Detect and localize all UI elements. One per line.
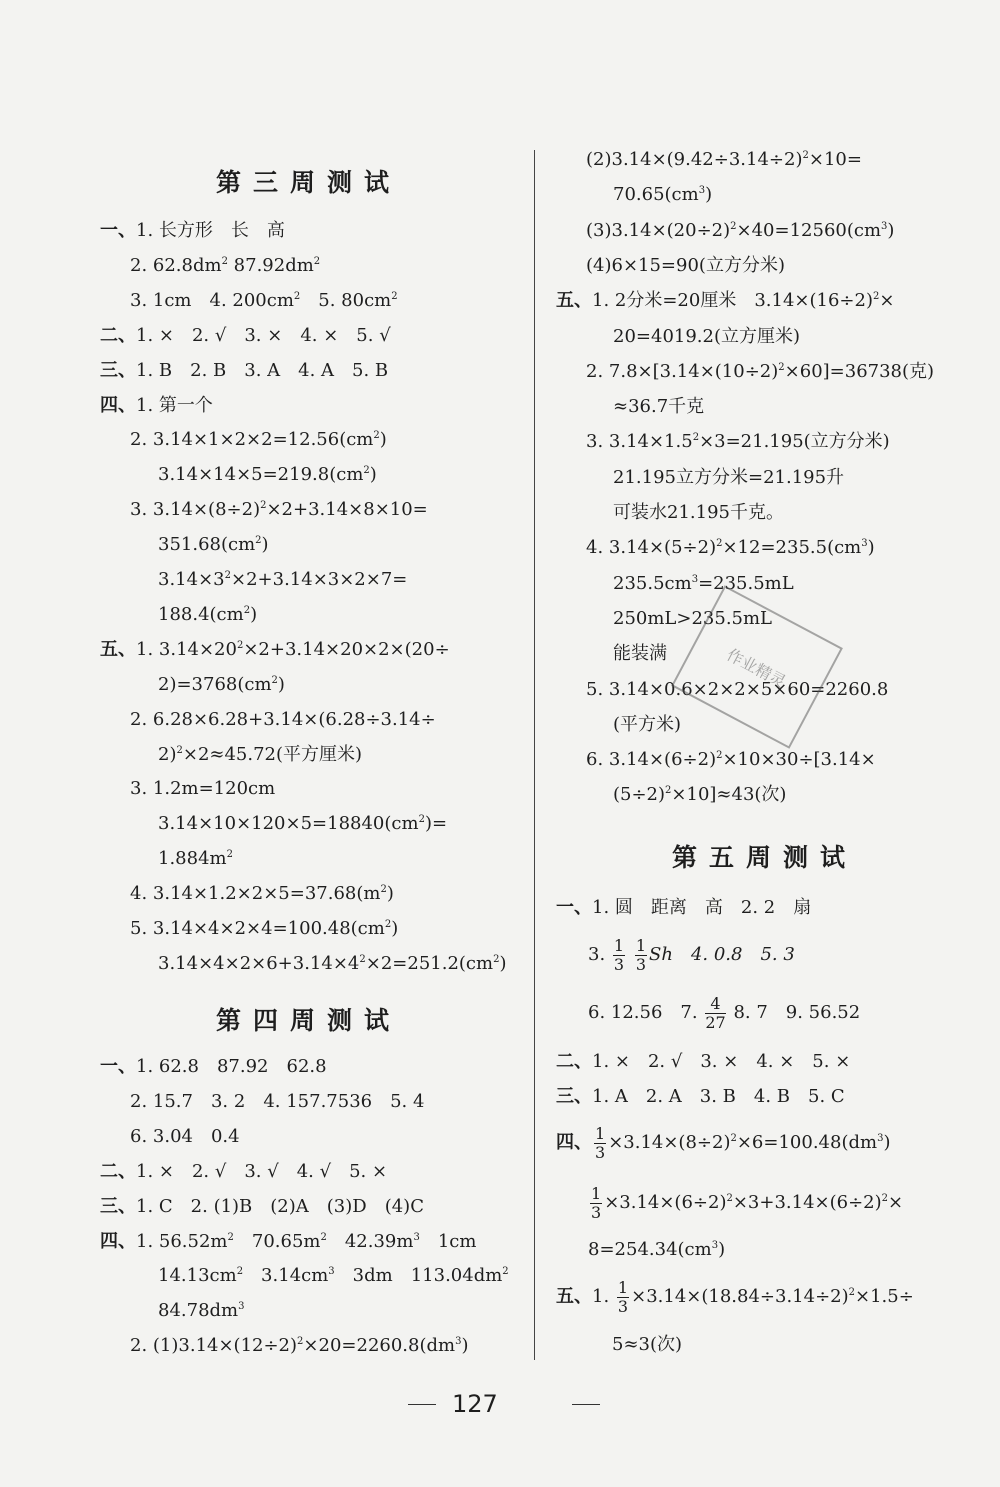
fraction: $\frac{1}{3}$ — [635, 935, 647, 974]
answer-text: 2. $7.8\times[3.14\times(10\div 2)^2\times 60]=36738$(克) — [586, 360, 935, 382]
answer-line — [130, 882, 394, 906]
answer-text: $(3)3.14\times(20\div 2)^2\times 40=12560(cm^3)$ — [586, 219, 895, 241]
answer-line — [100, 1160, 387, 1184]
watermark-stamp: 作业精灵 — [671, 585, 843, 749]
answer-text: 1. B 2. B 3. A 4. A 5. B — [136, 359, 389, 381]
week3-title: 第三周测试 — [216, 168, 402, 197]
week5-row6: 四、 $\frac{1}{3}$ $\times 3.14\times(8\div 2)^2\times 6=100.48(dm^3)$ — [556, 1123, 891, 1162]
answer-line — [158, 568, 407, 592]
answer-text: $1.884m^2$ — [158, 848, 233, 870]
page-number: 127 — [452, 1390, 498, 1418]
answer-line — [130, 289, 398, 313]
answer-text: 1. × 2. √ 3. × 4. × 5. √ — [136, 324, 391, 346]
answer-text: $84.78dm^3$ — [158, 1300, 245, 1322]
fraction: $\frac{1}{3}$ — [617, 1277, 629, 1316]
answer-text: 可装水21.195千克。 — [613, 502, 784, 523]
answer-text: $235.5cm^3=235.5mL$ — [613, 572, 794, 594]
answer-text: 6. 3.04 0.4 — [130, 1125, 240, 1147]
week5-row7: $\frac{1}{3}$ $\times 3.14\times(6\div 2)^2\times 3+3.14\times(6\div 2)^2\times$ — [591, 1183, 904, 1222]
answer-line — [586, 360, 934, 384]
answer-line — [556, 289, 894, 313]
answer-text: $14.13cm^2$ $3.14cm^3$ 3dm $113.04dm^2$ — [158, 1265, 509, 1287]
answer-line — [586, 536, 875, 560]
answer-text: 21.195立方分米=21.195升 — [613, 466, 845, 488]
answer-text: 1. × 2. √ 3. √ 4. √ 5. × — [136, 1160, 388, 1182]
section-label: 二、 — [100, 324, 136, 346]
answer-text: 2. 15.7 3. 2 4. 157.7536 5. 4 — [130, 1090, 425, 1112]
answer-line — [158, 673, 285, 697]
week5-row5: 三、1. A 2. A 3. B 4. B 5. C — [556, 1086, 845, 1107]
answer-text: 4. $3.14\times(5\div 2)^2\times 12=235.5(cm^3)$ — [586, 537, 875, 559]
answer-text: $3.14\times 10\times 120\times 5=18840(cm^2)=$ — [158, 813, 448, 835]
answer-line — [613, 325, 800, 349]
week5-row9: 五、1. $\frac{1}{3}$ $\times 3.14\times(18.84\div 3.14\div 2)^2\times 1.5\div$ — [556, 1277, 914, 1316]
answer-text: 1. 长方形 长 高 — [136, 220, 285, 241]
answer-text: (4)6×15=90(立方分米) — [586, 254, 785, 276]
section-label: 三、 — [100, 1195, 136, 1217]
answer-line — [586, 254, 785, 278]
column-divider — [534, 150, 535, 1360]
fraction: $\frac{1}{3}$ — [613, 935, 625, 974]
answer-text: $(5\div 2)^2\times 10]\approx 43$(次) — [613, 784, 787, 806]
week5-row4: 二、1. × 2. √ 3. × 4. × 5. × — [556, 1051, 851, 1072]
answer-text: $3.14\times 4\times 2\times 6+3.14\times 4^2\times 2=251.2(cm^2)$ — [158, 952, 507, 974]
section-label: 五、 — [100, 638, 136, 660]
answer-text: $188.4(cm^2)$ — [158, 603, 258, 625]
answer-text: 5. 3.14×0.6×2×2×5×60=2260.8 — [586, 678, 889, 700]
answer-line — [613, 572, 794, 596]
answer-text: $351.68(cm^2)$ — [158, 534, 269, 556]
section-label: 一、 — [100, 220, 136, 241]
week5-title: 第五周测试 — [672, 843, 858, 872]
answer-line — [130, 1090, 424, 1114]
answer-line — [100, 219, 285, 243]
answer-line — [613, 783, 786, 807]
answer-line — [613, 395, 704, 419]
answer-text: $70.65(cm^3)$ — [613, 184, 713, 206]
answer-line — [100, 1195, 424, 1219]
answer-text: 2. $62.8dm^2$ $87.92dm^2$ — [130, 254, 321, 276]
answer-line — [158, 533, 269, 557]
answer-text: 250mL>235.5mL — [613, 607, 773, 629]
section-label: 四、 — [100, 1230, 136, 1252]
answer-line — [100, 1230, 476, 1254]
answer-text: 1. C 2. (1)B (2)A (3)D (4)C — [136, 1195, 424, 1217]
answer-line — [158, 1264, 509, 1288]
week4-title: 第四周测试 — [216, 1006, 402, 1035]
answer-text: 1. 2分米=20厘米 $3.14\times(16\div 2)^2\times$ — [592, 290, 895, 312]
answer-text: 1. $3.14\times 20^2\times 2+3.14\times 20\times 2\times(20\div$ — [136, 638, 450, 660]
section-label: 四、 — [100, 394, 136, 416]
answer-line — [100, 1055, 327, 1079]
answer-line — [130, 498, 428, 522]
answer-text: $3.14\times 14\times 5=219.8(cm^2)$ — [158, 464, 377, 486]
answer-text: 5. $3.14\times 4\times 2\times 4=100.48(cm^2)$ — [130, 918, 399, 939]
fraction: $\frac{1}{3}$ — [591, 1183, 602, 1222]
answer-line — [158, 847, 233, 871]
answer-text: $(2)3.14\times(9.42\div 3.14\div 2)^2\times 10=$ — [586, 149, 862, 170]
answer-line — [130, 708, 436, 732]
week5-row10: 5≈3(次) — [612, 1334, 683, 1355]
answer-text: 1. 62.8 87.92 62.8 — [136, 1056, 327, 1077]
fraction: $\frac{4}{27}$ — [705, 993, 726, 1032]
week5-row3: 6. 12.56 7. $\frac{4}{27}$ 8. 7 9. 56.52 — [588, 993, 861, 1032]
answer-line — [130, 777, 275, 801]
answer-text: $2)=3768(cm^2)$ — [158, 673, 285, 695]
section-label: 二、 — [100, 1160, 136, 1182]
answer-line — [158, 952, 506, 976]
answer-line — [100, 359, 388, 383]
answer-line — [100, 394, 213, 418]
answer-text: 2)$^2$×2≈45.72(平方厘米) — [158, 743, 363, 765]
answer-text: 3. $3.14\times(8\div 2)^2\times 2+3.14\times 8\times 10=$ — [130, 499, 428, 521]
section-label: 一、 — [100, 1056, 136, 1077]
answer-line — [100, 638, 450, 662]
answer-line — [130, 254, 320, 278]
answer-line — [613, 501, 784, 525]
fraction: $\frac{1}{3}$ — [595, 1123, 606, 1162]
answer-line — [130, 917, 398, 941]
answer-text: 能装满 — [613, 643, 667, 665]
answer-text: 3. 1cm 4. $200cm^2$ 5. $80cm^2$ — [130, 289, 398, 311]
answer-text: 4. $3.14\times 1.2\times 2\times 5=37.68(m^2)$ — [130, 883, 394, 905]
answer-text: (平方米) — [613, 713, 682, 735]
answer-text: 6. $3.14\times(6\div 2)^2\times 10\times 30\div[3.14\times$ — [586, 749, 876, 771]
answer-text: ≈36.7千克 — [613, 396, 705, 418]
answer-line — [158, 812, 447, 836]
answer-text: 3. 1.2m=120cm — [130, 778, 276, 800]
week5-row2: 3. $\frac{1}{3}$ $\frac{1}{3}$ Sh 4. 0.8 5. 3 — [588, 935, 795, 974]
answer-text: 2. $3.14\times 1\times 2\times 2=12.56(cm^2)$ — [130, 429, 387, 451]
page-number-dash-left — [408, 1404, 436, 1405]
section-label: 五、 — [556, 290, 592, 312]
answer-line — [613, 183, 712, 207]
page-number-dash-right — [572, 1404, 600, 1405]
answer-line — [158, 1299, 245, 1323]
answer-line — [586, 148, 862, 172]
answer-text: 2. $(1)3.14\times(12\div 2)^2\times 20=2260.8(dm^3)$ — [130, 1335, 469, 1357]
answer-text: $3.14\times 3^2\times 2+3.14\times 3\times 2\times 7=$ — [158, 569, 408, 590]
answer-text: 3. $3.14\times 1.5^2\times 3=21.195$(立方分米) — [586, 431, 890, 453]
answer-line — [130, 1334, 469, 1358]
answer-line — [613, 642, 667, 666]
answer-text: 20=4019.2(立方厘米) — [613, 325, 801, 347]
answer-text: 2. 6.28×6.28+3.14×(6.28÷3.14÷ — [130, 708, 436, 730]
answer-line — [158, 463, 377, 487]
answer-line — [130, 428, 387, 452]
week5-row1: 一、1. 圆 距离 高 2. 2 扇 — [556, 897, 812, 918]
answer-line — [613, 713, 681, 737]
answer-line — [158, 603, 257, 627]
week5-row8: $8=254.34(cm^3)$ — [588, 1239, 726, 1260]
section-label: 三、 — [100, 359, 136, 381]
answer-line — [586, 219, 894, 243]
answer-line — [100, 324, 391, 348]
answer-text: 1. $56.52m^2$ $70.65m^2$ $42.39m^3$ 1cm — [136, 1230, 477, 1252]
answer-line — [130, 1125, 240, 1149]
answer-line — [586, 430, 890, 454]
answer-text: 1. 第一个 — [136, 394, 213, 416]
answer-line — [613, 466, 844, 490]
answer-line — [158, 743, 362, 767]
answer-line — [586, 748, 876, 772]
